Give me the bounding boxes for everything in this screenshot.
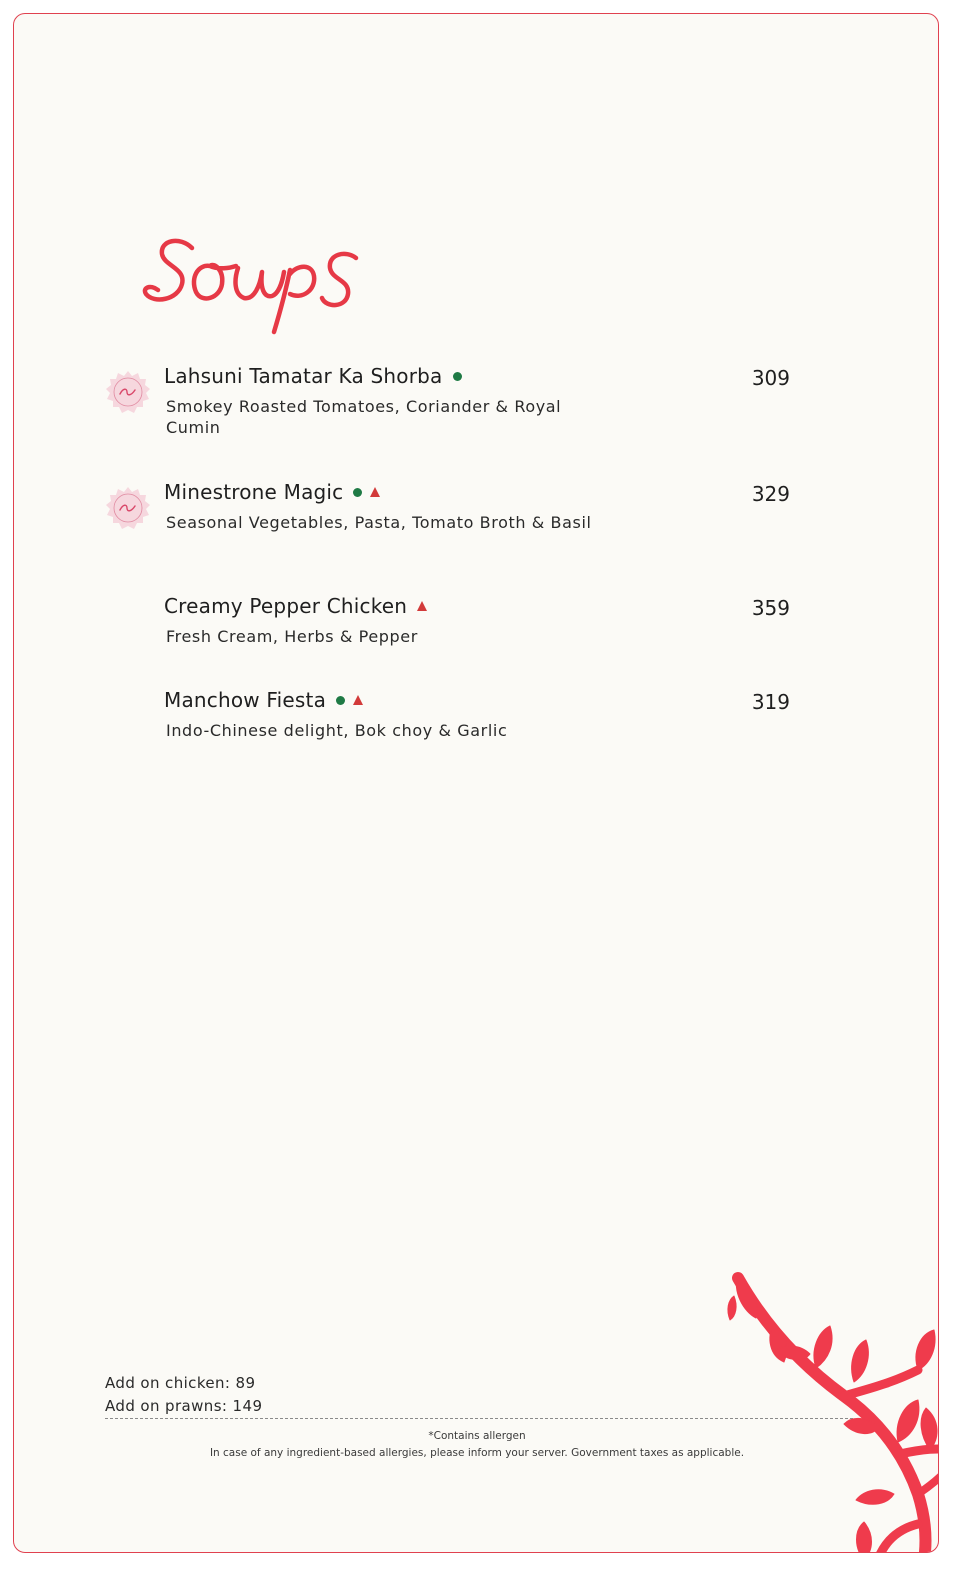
dietary-marks	[353, 487, 380, 497]
allergen-triangle-icon	[417, 601, 427, 611]
item-price: 319	[751, 690, 790, 714]
leaf-branch-icon	[704, 1264, 939, 1553]
item-description: Fresh Cream, Herbs & Pepper	[166, 627, 418, 646]
decorative-branch	[704, 1264, 939, 1553]
popular-choice-badge	[106, 370, 150, 414]
dietary-marks	[417, 601, 427, 611]
dietary-marks	[336, 695, 363, 705]
item-name: Minestrone Magic	[164, 480, 380, 504]
item-description: Smokey Roasted Tomatoes, Coriander & Royal Cumin	[166, 397, 562, 437]
addon-prawns: Add on prawns: 149	[105, 1397, 263, 1415]
disclaimer-note: In case of any ingredient-based allergies, please inform your server. Government taxes as applicable.	[209, 1447, 745, 1459]
popular-choice-badge	[106, 486, 150, 530]
veg-dot-icon	[453, 372, 462, 381]
allergen-triangle-icon	[370, 487, 380, 497]
item-price: 309	[751, 366, 790, 390]
veg-dot-icon	[353, 488, 362, 497]
item-price: 329	[751, 482, 790, 506]
addons-list	[105, 1372, 262, 1418]
item-name: Manchow Fiesta	[164, 688, 363, 712]
soups-script-lettering	[140, 214, 370, 344]
veg-dot-icon	[336, 696, 345, 705]
allergen-note: *Contains allergen	[428, 1430, 526, 1442]
badge-icon	[106, 486, 150, 530]
addon-chicken: Add on chicken: 89	[105, 1374, 256, 1392]
item-name: Lahsuni Tamatar Ka Shorba	[164, 364, 462, 388]
item-name: Creamy Pepper Chicken	[164, 594, 427, 618]
allergen-triangle-icon	[353, 695, 363, 705]
section-title	[140, 214, 370, 344]
badge-icon	[106, 370, 150, 414]
item-price: 359	[751, 596, 790, 620]
item-description: Seasonal Vegetables, Pasta, Tomato Broth & Basil	[166, 513, 592, 532]
menu-page	[13, 13, 939, 1553]
dietary-marks	[453, 372, 462, 381]
item-description: Indo-Chinese delight, Bok choy & Garlic	[166, 721, 508, 740]
